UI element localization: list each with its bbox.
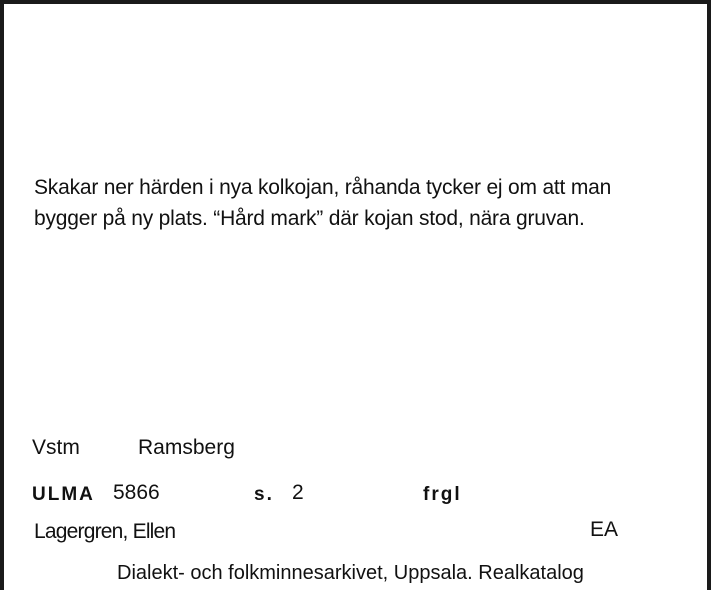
collector-initials: EA (590, 518, 619, 541)
parish-label: Ramsberg (138, 436, 235, 459)
archive-code: ULMA (32, 484, 95, 505)
page-number: 2 (292, 481, 304, 504)
archive-footer: Dialekt- och folkminnesarkivet, Uppsala. Realkatalog (117, 562, 584, 584)
page-label: s. (254, 484, 274, 505)
card-body-text (34, 172, 694, 234)
category-label: frgl (423, 484, 462, 505)
archive-number: 5866 (113, 481, 160, 504)
region-label: Vstm (32, 436, 80, 459)
body-line-1: Skakar ner härden i nya kolkojan, råhanda tycker ej om att man (34, 176, 612, 199)
collector-name: Lagergren, Ellen (34, 520, 176, 543)
body-line-2: bygger på ny plats. “Hård mark” där kojan stod, nära gruvan. (34, 207, 585, 230)
